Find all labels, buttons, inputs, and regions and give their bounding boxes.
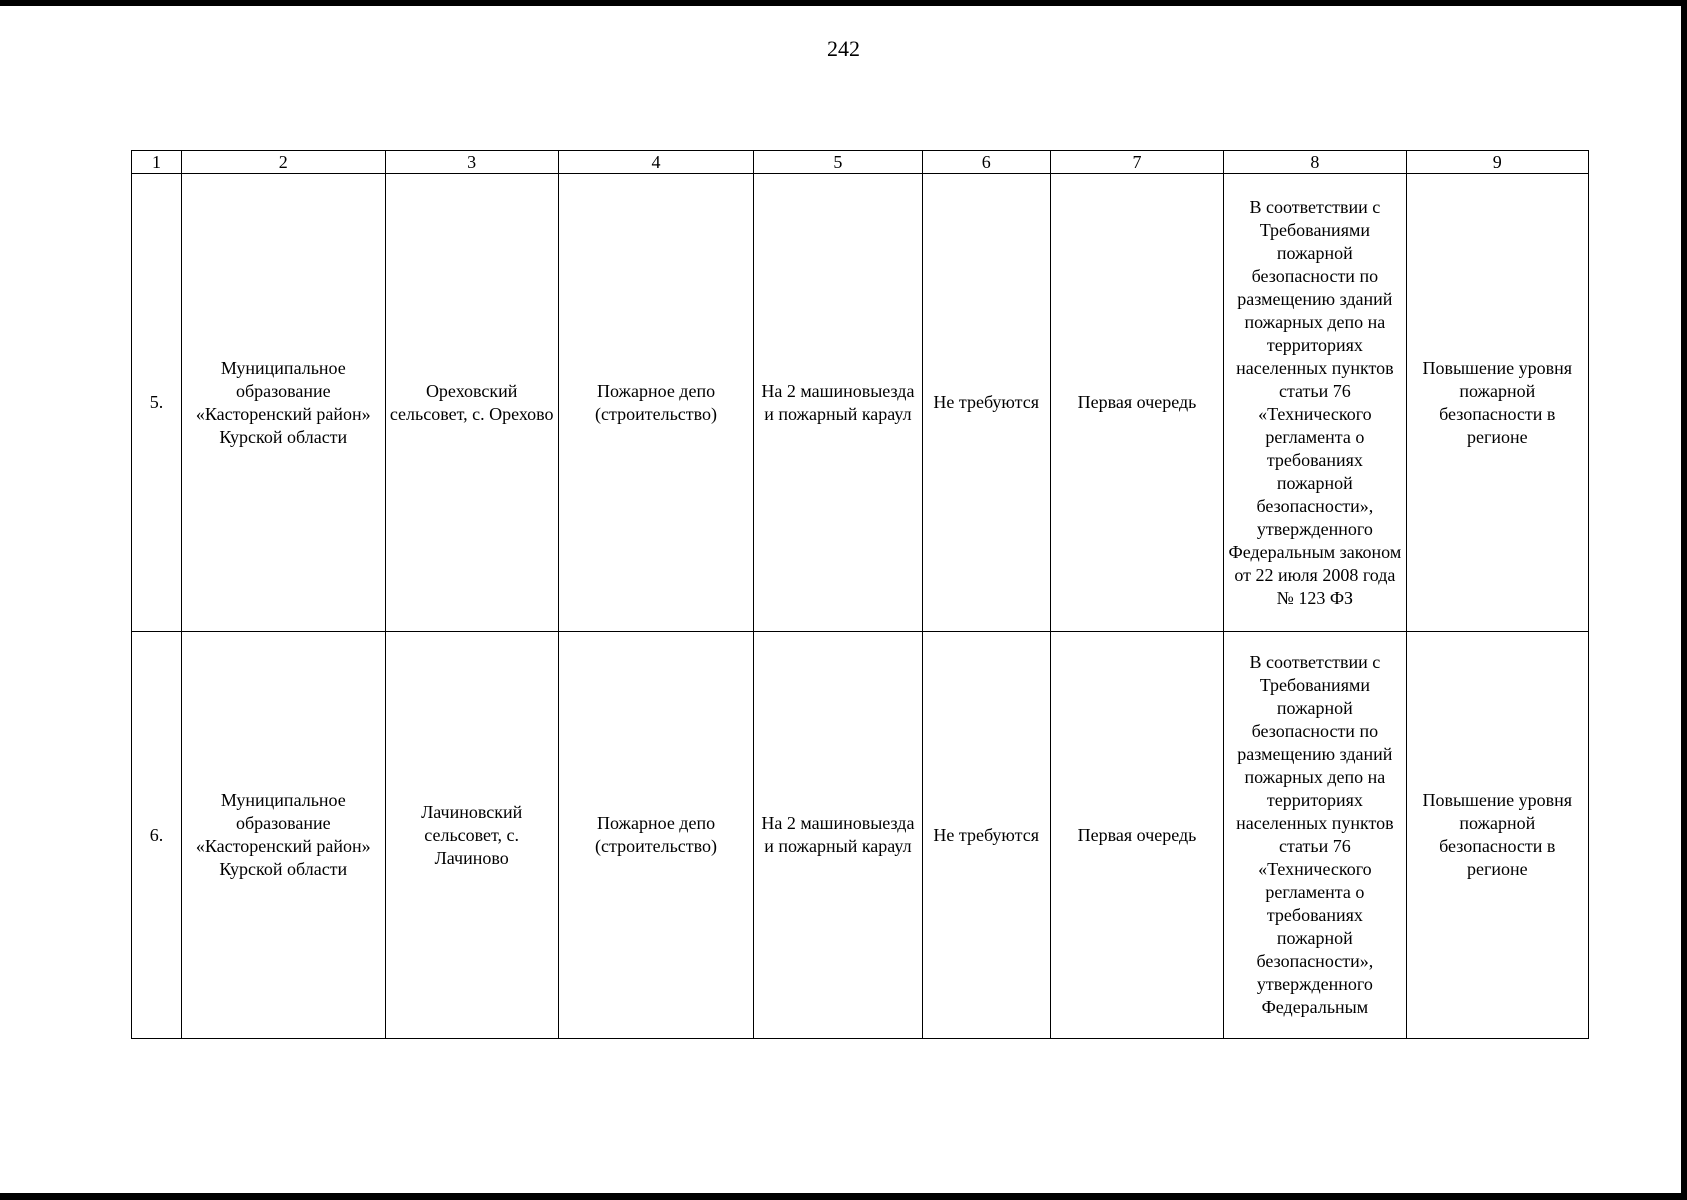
settlement-cell: Лачиновский сельсовет, с. Лачиново [385,632,558,1039]
row-number: 6. [132,632,182,1039]
legal-basis-cell: В соответствии с Требованиями пожарной безопасности по размещению зданий пожарных депо на территориях населенных пунктов статьи 76 «Технического регламента о требованиях пожарной безопасности», утвержденного Федеральным [1224,632,1406,1039]
land-cell: Не требуются [922,632,1050,1039]
column-header: 8 [1224,151,1406,174]
column-header: 7 [1050,151,1223,174]
document-table [131,150,1589,1039]
object-cell: Пожарное депо (строительство) [558,174,753,632]
scan-edge-right [1681,0,1687,1200]
column-header: 3 [385,151,558,174]
settlement-cell: Ореховский сельсовет, с. Орехово [385,174,558,632]
municipality-cell: Муниципальное образование «Касторенский район» Курской области [182,632,385,1039]
column-header: 2 [182,151,385,174]
municipality-cell: Муниципальное образование «Касторенский район» Курской области [182,174,385,632]
table-row [132,174,1589,632]
table-header-row [132,151,1589,174]
land-cell: Не требуются [922,174,1050,632]
legal-basis-cell: В соответствии с Требованиями пожарной безопасности по размещению зданий пожарных депо на территориях населенных пунктов статьи 76 «Технического регламента о требованиях пожарной безопасности», утвержденного Федеральным законом от 22 июля 2008 года № 123 ФЗ [1224,174,1406,632]
column-header: 9 [1406,151,1588,174]
object-cell: Пожарное депо (строительство) [558,632,753,1039]
goal-cell: Повышение уровня пожарной безопасности в регионе [1406,174,1588,632]
priority-cell: Первая очередь [1050,174,1223,632]
column-header: 4 [558,151,753,174]
column-header: 6 [922,151,1050,174]
priority-cell: Первая очередь [1050,632,1223,1039]
column-header: 1 [132,151,182,174]
table-row [132,632,1589,1039]
row-number: 5. [132,174,182,632]
capacity-cell: На 2 машиновыезда и пожарный караул [754,174,922,632]
capacity-cell: На 2 машиновыезда и пожарный караул [754,632,922,1039]
page-number: 242 [827,36,860,61]
goal-cell: Повышение уровня пожарной безопасности в регионе [1406,632,1588,1039]
scan-edge-top [0,0,1687,6]
column-header: 5 [754,151,922,174]
scan-edge-bottom [0,1193,1687,1200]
